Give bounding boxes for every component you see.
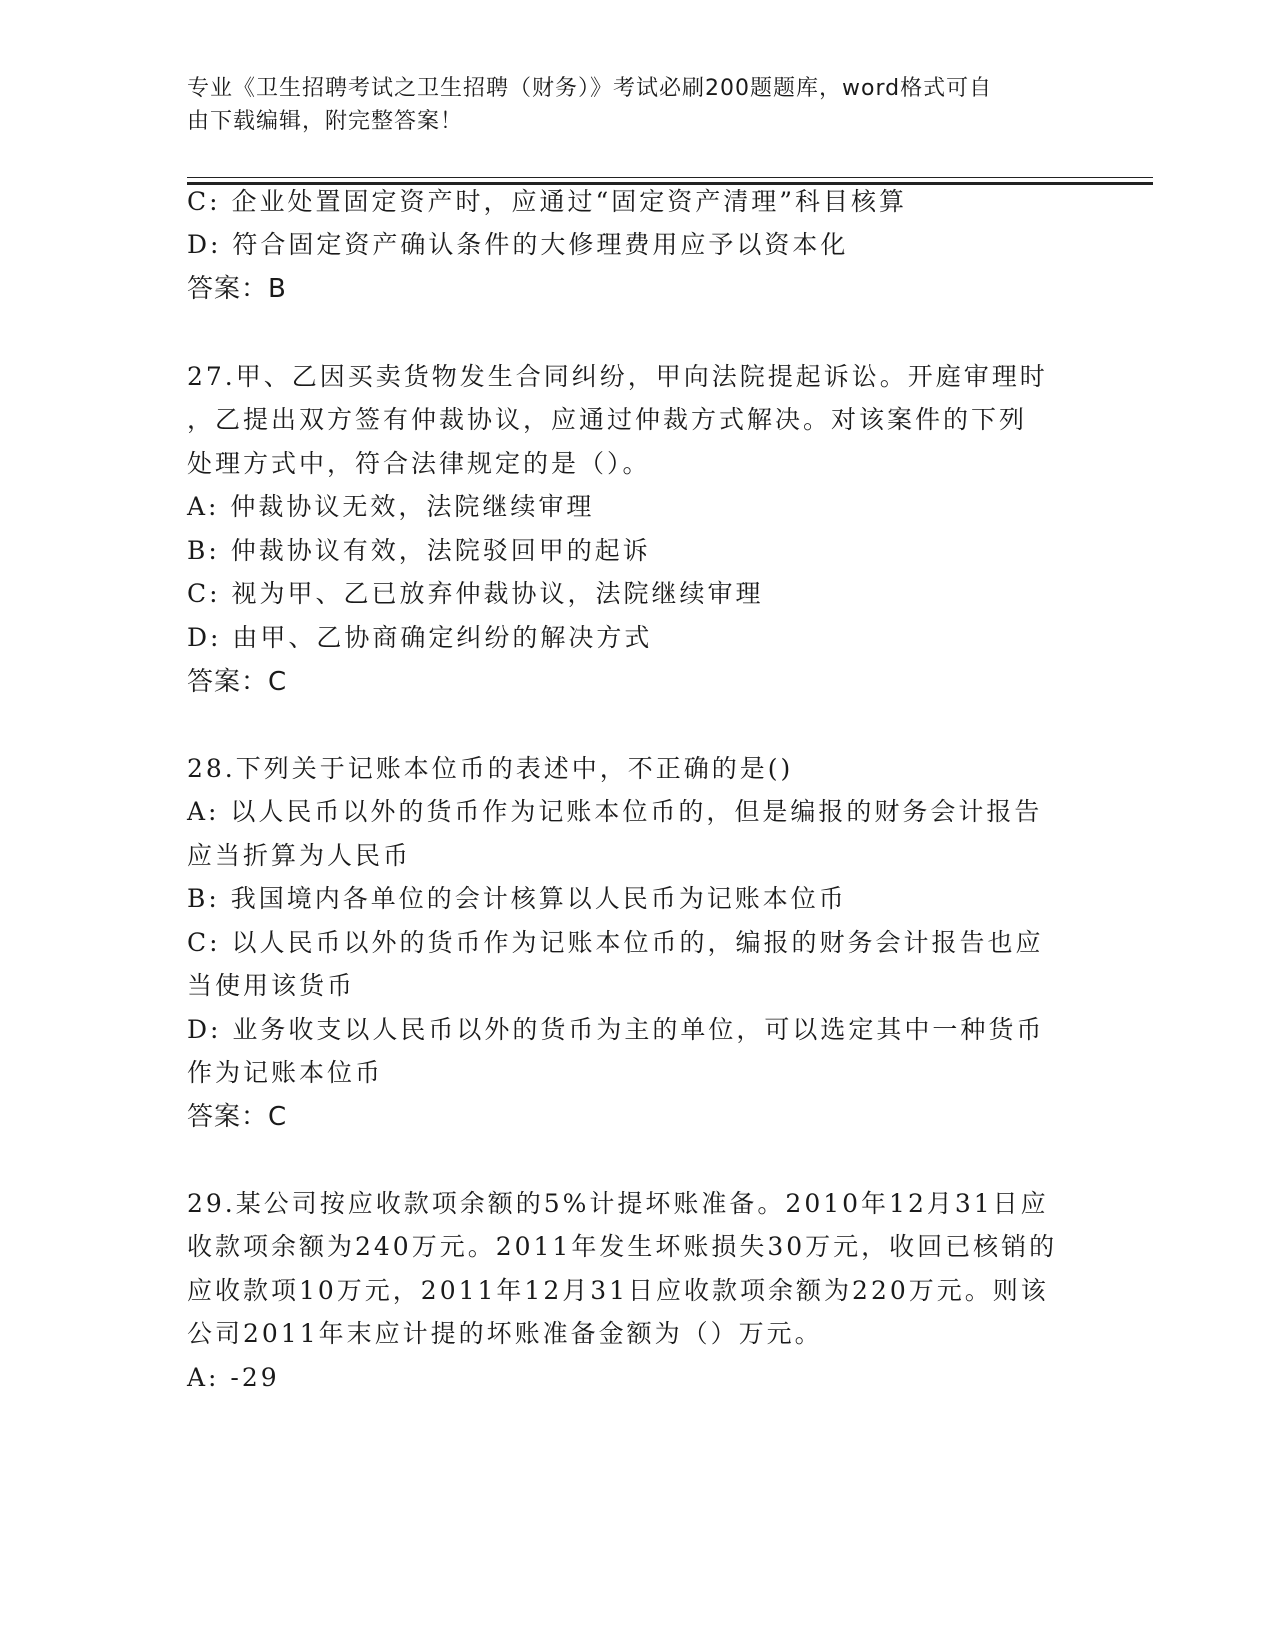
header-line-2: 由下载编辑，附完整答案！: [187, 109, 464, 134]
q26-option-d: D: 符合固定资产确认条件的大修理费用应予以资本化: [187, 230, 849, 259]
document-header: [187, 72, 1067, 138]
q27-option-c: C: 视为甲、乙已放弃仲裁协议，法院继续审理: [187, 579, 764, 608]
q29-option-a: A: -29: [187, 1363, 280, 1392]
q26-answer: 答案：B: [187, 274, 287, 304]
q29-stem-line-1: 29.某公司按应收款项余额的5%计提坏账准备。2010年12月31日应: [187, 1189, 1049, 1218]
q27-stem-line-2: ，乙提出双方签有仲裁协议，应通过仲裁方式解决。对该案件的下列: [187, 405, 1028, 434]
header-line-1: 专业《卫生招聘考试之卫生招聘（财务）》考试必刷200题题库，word格式可自: [187, 76, 993, 101]
q27-option-d: D: 由甲、乙协商确定纠纷的解决方式: [187, 623, 653, 652]
q28-option-b: B: 我国境内各单位的会计核算以人民币为记账本位币: [187, 884, 847, 913]
q28-option-a-line-1: A: 以人民币以外的货币作为记账本位币的，但是编报的财务会计报告: [187, 797, 1043, 826]
q27-option-a: A: 仲裁协议无效，法院继续审理: [187, 492, 595, 521]
q28-option-d-line-2: 作为记账本位币: [187, 1058, 384, 1087]
q29-stem-line-3: 应收款项10万元，2011年12月31日应收款项余额为220万元。则该: [187, 1276, 1049, 1305]
q28-option-c-line-1: C: 以人民币以外的货币作为记账本位币的，编报的财务会计报告也应: [187, 928, 1044, 957]
q27-stem-line-3: 处理方式中，符合法律规定的是（）。: [187, 449, 651, 478]
q26-option-c: C: 企业处置固定资产时，应通过“固定资产清理”科目核算: [187, 187, 908, 216]
q28-option-a-line-2: 应当折算为人民币: [187, 841, 412, 870]
q28-answer: 答案：C: [187, 1102, 288, 1132]
q27-answer: 答案：C: [187, 667, 288, 697]
q28-option-c-line-2: 当使用该货币: [187, 971, 356, 1000]
q27-option-b: B: 仲裁协议有效，法院驳回甲的起诉: [187, 536, 651, 565]
q29-stem-line-4: 公司2011年末应计提的坏账准备金额为（）万元。: [187, 1319, 823, 1348]
q28-stem-line-1: 28.下列关于记账本位币的表述中，不正确的是(): [187, 754, 794, 783]
q29-stem-line-2: 收款项余额为240万元。2011年发生坏账损失30万元，收回已核销的: [187, 1232, 1058, 1261]
q28-option-d-line-1: D: 业务收支以人民币以外的货币为主的单位，可以选定其中一种货币: [187, 1015, 1045, 1044]
header-divider-thin: [187, 177, 1153, 178]
q27-stem-line-1: 27.甲、乙因买卖货物发生合同纠纷，甲向法院提起诉讼。开庭审理时: [187, 362, 1048, 391]
